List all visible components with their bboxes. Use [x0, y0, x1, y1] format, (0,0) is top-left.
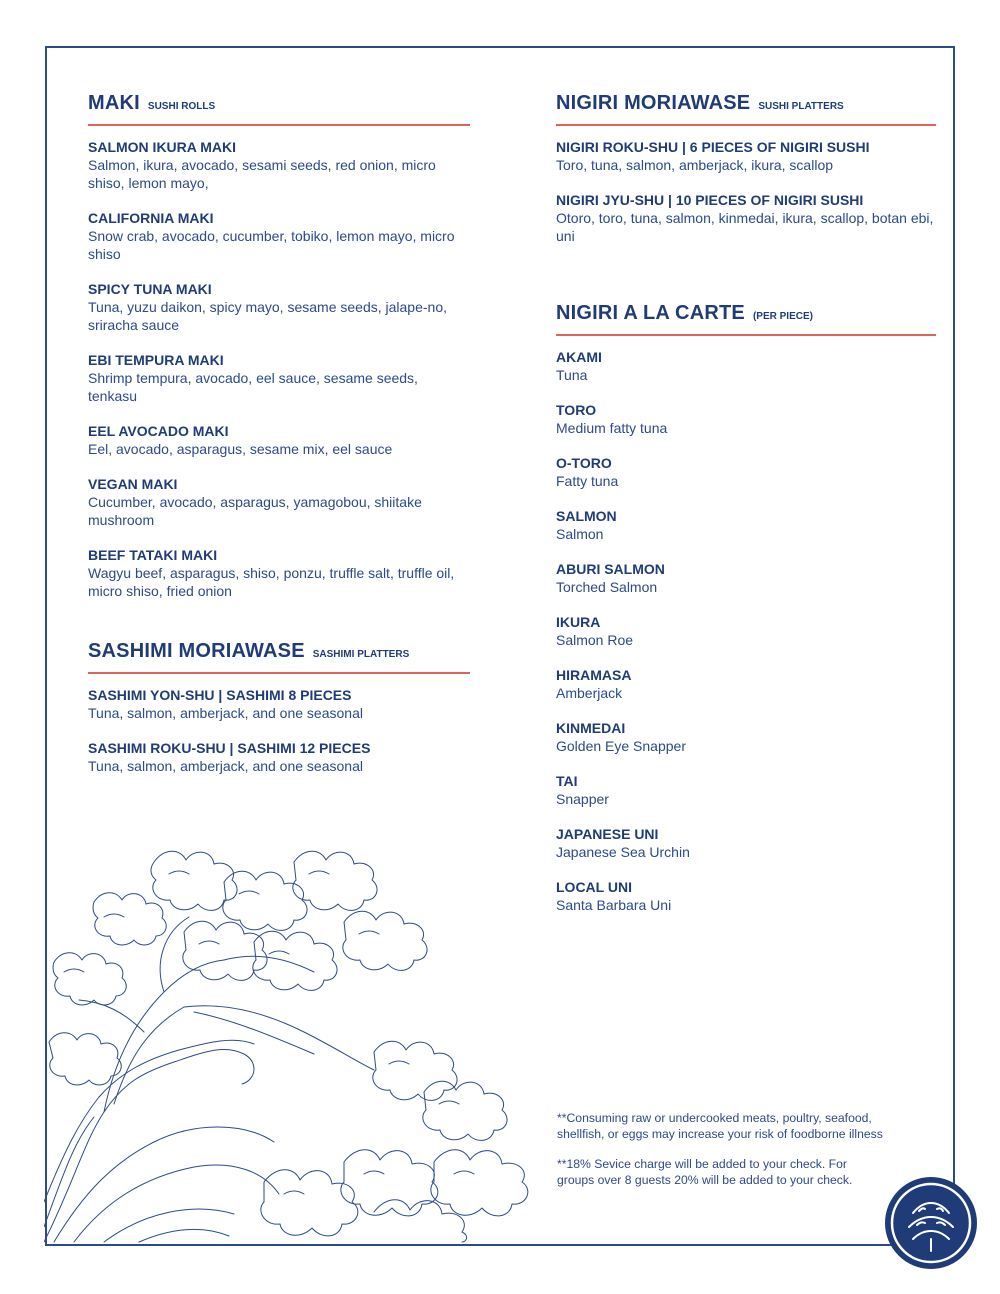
menu-item	[88, 280, 470, 334]
menu-item	[556, 138, 936, 174]
menu-item	[556, 507, 936, 543]
menu-item-description: Tuna, yuzu daikon, spicy mayo, sesame seeds, jalape-no, sriracha sauce	[88, 299, 448, 333]
nigiri-platters-header	[556, 92, 936, 115]
nigiri-carte-header	[556, 302, 936, 325]
footnotes	[557, 1110, 887, 1202]
menu-item-name: JAPANESE UNI	[556, 826, 659, 842]
menu-item	[556, 719, 936, 755]
menu-item-name: SALMON IKURA MAKI	[88, 139, 237, 155]
menu-item-description: Amberjack	[556, 685, 623, 701]
section-title: NIGIRI A LA CARTE	[556, 302, 745, 324]
menu-item-description: Torched Salmon	[556, 579, 658, 595]
menu-item-name: EBI TEMPURA MAKI	[88, 352, 224, 368]
bonsai-tree-illustration	[44, 822, 534, 1246]
menu-item	[88, 475, 470, 529]
menu-item	[88, 138, 470, 192]
maki-section	[88, 92, 470, 600]
menu-item-description: Snow crab, avocado, cucumber, tobiko, lemon mayo, micro shiso	[88, 228, 455, 262]
menu-item-name: NIGIRI ROKU-SHU | 6 PIECES OF NIGIRI SUSHI	[556, 139, 870, 155]
menu-item-description: Shrimp tempura, avocado, eel sauce, sesame seeds, tenkasu	[88, 370, 418, 404]
section-subtitle: SUSHI ROLLS	[147, 101, 216, 112]
section-divider	[556, 124, 936, 126]
menu-item-name: EEL AVOCADO MAKI	[88, 423, 229, 439]
menu-item-name: ABURI SALMON	[556, 561, 665, 577]
right-column	[556, 92, 936, 931]
menu-item-description: Tuna	[556, 367, 588, 383]
menu-item	[88, 351, 470, 405]
menu-item	[556, 560, 936, 596]
menu-item-name: SASHIMI ROKU-SHU | SASHIMI 12 PIECES	[88, 740, 371, 756]
nigiri-platters-section	[556, 92, 936, 245]
menu-item-description: Golden Eye Snapper	[556, 738, 686, 754]
menu-item	[556, 772, 936, 808]
menu-item	[556, 666, 936, 702]
maki-header	[88, 92, 470, 115]
menu-item	[556, 613, 936, 649]
section-subtitle: SASHIMI PLATTERS	[312, 649, 410, 660]
menu-item	[88, 209, 470, 263]
menu-item-description: Fatty tuna	[556, 473, 619, 489]
menu-item-description: Toro, tuna, salmon, amberjack, ikura, scallop	[556, 157, 834, 173]
menu-item-name: BEEF TATAKI MAKI	[88, 547, 218, 563]
pine-tree-crest-logo	[883, 1175, 979, 1271]
section-title: NIGIRI MORIAWASE	[556, 92, 751, 114]
menu-item-name: NIGIRI JYU-SHU | 10 PIECES OF NIGIRI SUSHI	[556, 192, 864, 208]
menu-item	[556, 878, 936, 914]
menu-item	[556, 401, 936, 437]
menu-item-description: Cucumber, avocado, asparagus, yamagobou, shiitake mushroom	[88, 494, 422, 528]
menu-item	[556, 191, 936, 245]
menu-item	[556, 454, 936, 490]
menu-item-name: CALIFORNIA MAKI	[88, 210, 214, 226]
menu-item-description: Salmon	[556, 526, 604, 542]
menu-item-name: LOCAL UNI	[556, 879, 632, 895]
menu-item-name: IKURA	[556, 614, 601, 630]
menu-item-description: Tuna, salmon, amberjack, and one seasonal	[88, 758, 363, 774]
menu-item-description: Japanese Sea Urchin	[556, 844, 690, 860]
section-subtitle: SUSHI PLATTERS	[758, 101, 844, 112]
section-title: SASHIMI MORIAWASE	[88, 640, 305, 662]
menu-item-name: VEGAN MAKI	[88, 476, 178, 492]
menu-item-description: Salmon, ikura, avocado, sesami seeds, red onion, micro shiso, lemon mayo,	[88, 157, 436, 191]
menu-item	[556, 348, 936, 384]
menu-item-name: AKAMI	[556, 349, 602, 365]
menu-item-name: O-TORO	[556, 455, 612, 471]
menu-item-name: SPICY TUNA MAKI	[88, 281, 212, 297]
menu-item	[88, 739, 470, 775]
menu-item	[88, 546, 470, 600]
sashimi-header	[88, 640, 470, 663]
menu-item-description: Eel, avocado, asparagus, sesame mix, eel sauce	[88, 441, 393, 457]
menu-item-name: SALMON	[556, 508, 617, 524]
raw-food-warning: **Consuming raw or undercooked meats, poultry, seafood, shellfish, or eggs may increase your risk of foodborne illness	[557, 1111, 883, 1141]
menu-item-name: SASHIMI YON-SHU | SASHIMI 8 PIECES	[88, 687, 352, 703]
menu-item	[556, 825, 936, 861]
section-divider	[88, 124, 470, 126]
left-column	[88, 92, 470, 792]
section-subtitle: (PER PIECE)	[752, 311, 813, 322]
service-charge-note: **18% Sevice charge will be added to your check. For groups over 8 guests 20% will be added to your check.	[557, 1157, 853, 1187]
menu-item-description: Otoro, toro, tuna, salmon, kinmedai, ikura, scallop, botan ebi, uni	[556, 210, 934, 244]
menu-item-name: TORO	[556, 402, 597, 418]
menu-item	[88, 422, 470, 458]
menu-item-description: Salmon Roe	[556, 632, 634, 648]
menu-item-name: HIRAMASA	[556, 667, 632, 683]
menu-item-description: Wagyu beef, asparagus, shiso, ponzu, truffle salt, truffle oil, micro shiso, fried onion	[88, 565, 455, 599]
section-title: MAKI	[88, 92, 140, 114]
menu-item-name: KINMEDAI	[556, 720, 626, 736]
menu-item-description: Snapper	[556, 791, 609, 807]
sashimi-section	[88, 640, 470, 775]
section-divider	[88, 672, 470, 674]
section-divider	[556, 334, 936, 336]
menu-item-description: Santa Barbara Uni	[556, 897, 672, 913]
menu-item-description: Tuna, salmon, amberjack, and one seasonal	[88, 705, 363, 721]
nigiri-carte-section	[556, 302, 936, 914]
menu-item-name: TAI	[556, 773, 578, 789]
menu-item	[88, 686, 470, 722]
menu-item-description: Medium fatty tuna	[556, 420, 668, 436]
